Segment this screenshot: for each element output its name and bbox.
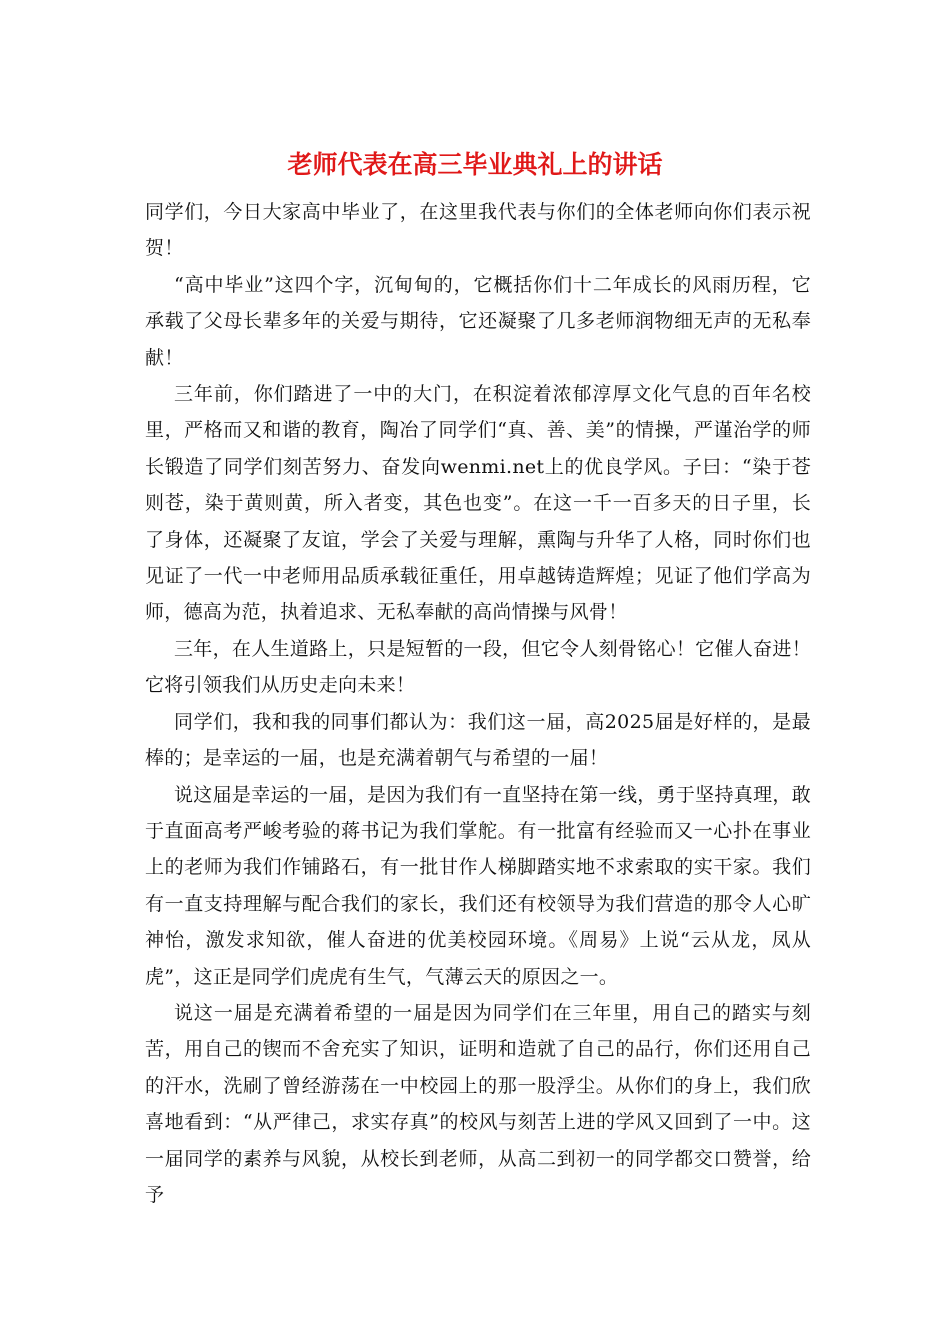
document-body xyxy=(145,194,811,1213)
paragraph-graduation-meaning: “高中毕业”这四个字，沉甸甸的，它概括你们十二年成长的风雨历程，它承载了父母长辈多年的关爱与期待，它还凝聚了几多老师润物细无声的无私奉献！ xyxy=(145,273,811,369)
paragraph-lucky-class: 说这届是幸运的一届，是因为我们有一直坚持在第一线，勇于坚持真理，敢于直面高考严峻考验的蒋书记为我们掌舵。有一批富有经验而又一心扑在事业上的老师为我们作铺路石，有一批甘作人梯脚踏实地不求索取的实干家。我们有一直支持理解与配合我们的家长，我们还有校领导为我们营造的那令人心旷神怡，激发求知欲，催人奋进的优美校园环境。《周易》上说“云从龙，凤从虎”，这正是同学们虎虎有生气，气薄云天的原因之一。 xyxy=(145,783,811,988)
paragraph-three-years: 三年，在人生道路上，只是短暂的一段，但它令人刻骨铭心！它催人奋进！它将引领我们从历史走向未来！ xyxy=(145,637,811,697)
paragraph-hopeful-class: 说这一届是充满着希望的一届是因为同学们在三年里，用自己的踏实与刻苦，用自己的锲而不舍充实了知识，证明和造就了自己的品行，你们还用自己的汗水，洗刷了曾经游荡在一中校园上的那一股浮尘。从你们的身上，我们欣喜地看到：“从严律己，求实存真”的校风与刻苦上进的学风又回到了一中。这一届同学的素养与风貌，从校长到老师，从高二到初一的同学都交口赞誉，给予 xyxy=(145,1001,811,1206)
document-title: 老师代表在高三毕业典礼上的讲话 xyxy=(287,150,663,179)
paragraph-greeting: 同学们，今日大家高中毕业了，在这里我代表与你们的全体老师向你们表示祝贺！ xyxy=(145,201,811,260)
paragraph-three-years-ago: 三年前，你们踏进了一中的大门，在积淀着浓郁淳厚文化气息的百年名校里，严格而又和谐的教育，陶冶了同学们“真、善、美”的情操，严谨治学的师长锻造了同学们刻苦努力、奋发向wenmi.net上的优良学风。子曰：“染于苍则苍，染于黄则黄，所入者变，其色也变”。在这一千一百多天的日子里，长了身体，还凝聚了友谊，学会了关爱与理解，熏陶与升华了人格，同时你们也见证了一代一中老师用品质承载征重任，用卓越铸造辉煌；见证了他们学高为师，德高为范，执着追求、无私奉献的高尚情操与风骨！ xyxy=(145,383,811,624)
paragraph-best-class: 同学们，我和我的同事们都认为：我们这一届，高2025届是好样的，是最棒的；是幸运的一届，也是充满着朝气与希望的一届！ xyxy=(145,710,811,770)
